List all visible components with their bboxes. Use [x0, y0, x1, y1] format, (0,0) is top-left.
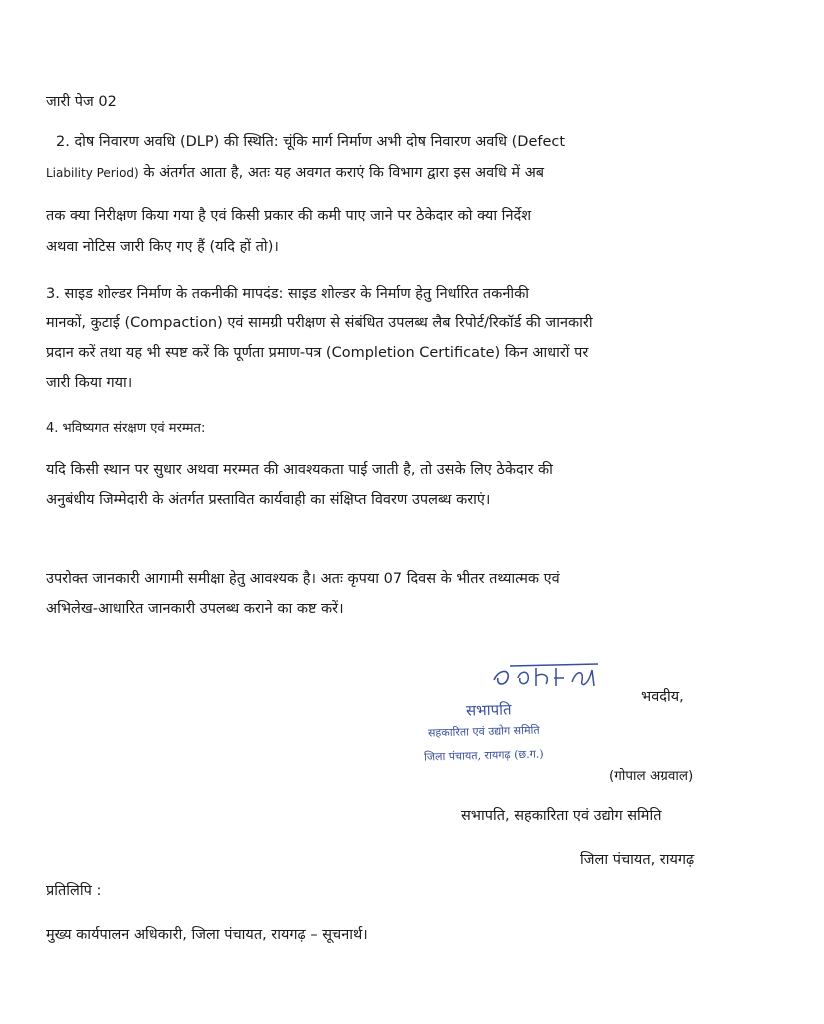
point-4-line-1: यदि किसी स्थान पर सुधार अथवा मरम्मत की आवश्यकता पाई जाती है, तो उसके लिए ठेकेदार की [46, 462, 553, 478]
closing-line-1: उपरोक्त जानकारी आगामी समीक्षा हेतु आवश्यक है। अतः कृपया 07 दिवस के भीतर तथ्यात्मक एवं [46, 571, 560, 587]
point-2-line-1: 2. दोष निवारण अवधि (DLP) की स्थिति: चूंकि मार्ग निर्माण अभी दोष निवारण अवधि (Defect [56, 134, 566, 150]
handwritten-signature [488, 656, 608, 700]
point-4-heading: 4. भविष्यगत संरक्षण एवं मरम्मत: [46, 421, 206, 436]
point-3-line-2: मानकों, कुटाई (Compaction) एवं सामग्री परीक्षण से संबंधित उपलब्ध लैब रिपोर्ट/रिकॉर्ड की जानकारी [46, 315, 593, 331]
salutation: भवदीय, [641, 689, 684, 705]
point-3-line-1: 3. साइड शोल्डर निर्माण के तकनीकी मापदंड: साइड शोल्डर के निर्माण हेतु निर्धारित तकनीकी [46, 286, 530, 302]
stamp-committee: सहकारिता एवं उद्योग समिति [427, 723, 540, 740]
closing-line-2: अभिलेख-आधारित जानकारी उपलब्ध कराने का कष्ट करें। [46, 601, 344, 617]
copy-label: प्रतिलिपि : [46, 883, 102, 899]
signatory-name: (गोपाल अग्रवाल) [609, 768, 694, 784]
point-4-line-2: अनुबंधीय जिम्मेदारी के अंतर्गत प्रस्तावित कार्यवाही का संक्षिप्त विवरण उपलब्ध कराएं। [46, 492, 491, 508]
point-2-line-3: तक क्या निरीक्षण किया गया है एवं किसी प्रकार की कमी पाए जाने पर ठेकेदार को क्या निर्देश [46, 208, 532, 224]
point-2-line-2-rest: के अंतर्गत आता है, अतः यह अवगत कराएं कि विभाग द्वारा इस अवधि में अब [138, 165, 545, 181]
stamp-office: जिला पंचायत, रायगढ़ (छ.ग.) [423, 747, 544, 764]
copy-recipient: मुख्य कार्यपालन अधिकारी, जिला पंचायत, रायगढ़ – सूचनार्थ। [46, 927, 368, 943]
signatory-designation: सभापति, सहकारिता एवं उद्योग समिति [461, 808, 662, 824]
point-2-line-2 [46, 164, 544, 182]
dlp-english-term: Liability Period) [46, 166, 139, 180]
point-3-line-3: प्रदान करें तथा यह भी स्पष्ट करें कि पूर्णता प्रमाण-पत्र (Completion Certificate) किन आधारों पर [46, 345, 589, 361]
point-2-line-4: अथवा नोटिस जारी किए गए हैं (यदि हों तो)। [46, 239, 279, 255]
continuation-header: जारी पेज 02 [46, 94, 117, 110]
stamp-title: सभापति [465, 700, 512, 720]
point-3-line-4: जारी किया गया। [46, 375, 133, 391]
signatory-office: जिला पंचायत, रायगढ़ [580, 852, 695, 868]
